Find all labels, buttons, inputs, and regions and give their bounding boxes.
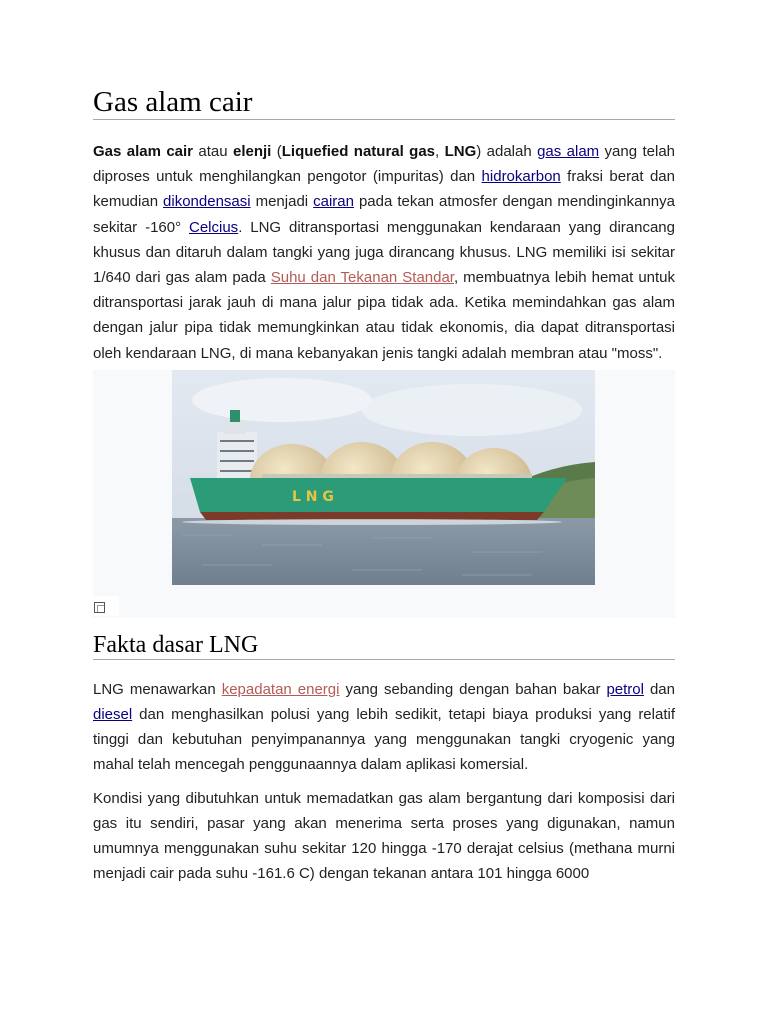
section-paragraph-2: Kondisi yang dibutuhkan untuk memadatkan gas alam bergantung dari komposisi dari gas itu sendiri, pasar yang akan menerima serta proses yang digunakan, namun umumnya menggunakan suhu sekitar 120 hingga -170 derajat celsius (methana murni menjadi cair pada suhu -161.6 C) dengan tekanan antara 101 hingga 6000	[93, 789, 675, 883]
text-span: . LNG ditransportasi menggunakan kendaraan yang dirancang khusus dan ditaruh dalam tangki yang juga dirancang khusus. LNG memiliki isi sekitar 1/640 dari gas alam pada	[93, 218, 675, 287]
hull-lng-text: L N G	[292, 488, 334, 505]
bold-term: elenji	[232, 143, 272, 160]
section-heading: Fakta dasar LNG	[93, 631, 675, 660]
link-cairan[interactable]: cairan	[313, 193, 354, 211]
text-span: yang telah diproses untuk menghilangkan pengotor (impuritas) dan	[93, 143, 675, 186]
link-suhu-dan-tekanan-standar[interactable]: Suhu dan Tekanan Standar	[270, 269, 454, 287]
page-title: Gas alam cair	[93, 85, 675, 120]
link-dikondensasi[interactable]: dikondensasi	[163, 193, 251, 211]
article-content	[93, 85, 675, 886]
intro-paragraph	[93, 139, 675, 366]
bold-term: Liquefied natural gas	[281, 143, 436, 160]
text-span: , membuatnya lebih hemat untuk ditransportasi jarak jauh di mana jalur pipa tidak ada. Ketika memindahkan gas alam dengan jalur pipa tidak memungkinkan atau tidak ekonomis, dia dapat ditransportasi oleh kendaraan LNG, di mana kebanyakan jenis tangki adalah membran atau "moss".	[93, 269, 676, 362]
bold-term: Gas alam cair	[93, 143, 194, 160]
text-span: fraksi berat dan kemudian	[93, 168, 675, 211]
text-span: (	[271, 143, 282, 160]
text-span: ) adalah	[476, 143, 538, 160]
lng-ship-image[interactable]	[172, 370, 595, 585]
link-kepadatan-energi[interactable]: kepadatan energi	[221, 680, 340, 698]
thumbnail-figure	[93, 370, 675, 618]
link-petrol[interactable]: petrol	[606, 680, 644, 698]
bold-term: LNG	[444, 143, 477, 160]
text-span: pada tekan atmosfer dengan mendinginkannya sekitar -160°	[93, 193, 675, 236]
magnify-icon-inner	[97, 605, 104, 612]
text-span: menjadi	[250, 193, 314, 211]
text-span: dan	[643, 680, 675, 698]
link-diesel[interactable]: diesel	[93, 706, 133, 724]
magnify-icon[interactable]	[93, 596, 119, 616]
text-span: yang sebanding dengan bahan bakar	[339, 680, 607, 698]
section-paragraph-1	[93, 677, 675, 778]
link-celcius[interactable]: Celcius	[189, 218, 239, 236]
text-span: dan menghasilkan polusi yang lebih sedikit, tetapi biaya produksi yang relatif tinggi dan kebutuhan penyimpanannya yang menggunakan tangki cryogenic yang mahal telah mencegah penggunaannya dalam aplikasi komersial.	[93, 706, 675, 774]
link-gas-alam[interactable]: gas alam	[537, 143, 600, 160]
text-span: LNG menawarkan	[93, 680, 222, 698]
link-hidrokarbon[interactable]: hidrokarbon	[481, 168, 561, 186]
text-span: atau	[193, 143, 233, 160]
text-span: ,	[435, 143, 445, 160]
